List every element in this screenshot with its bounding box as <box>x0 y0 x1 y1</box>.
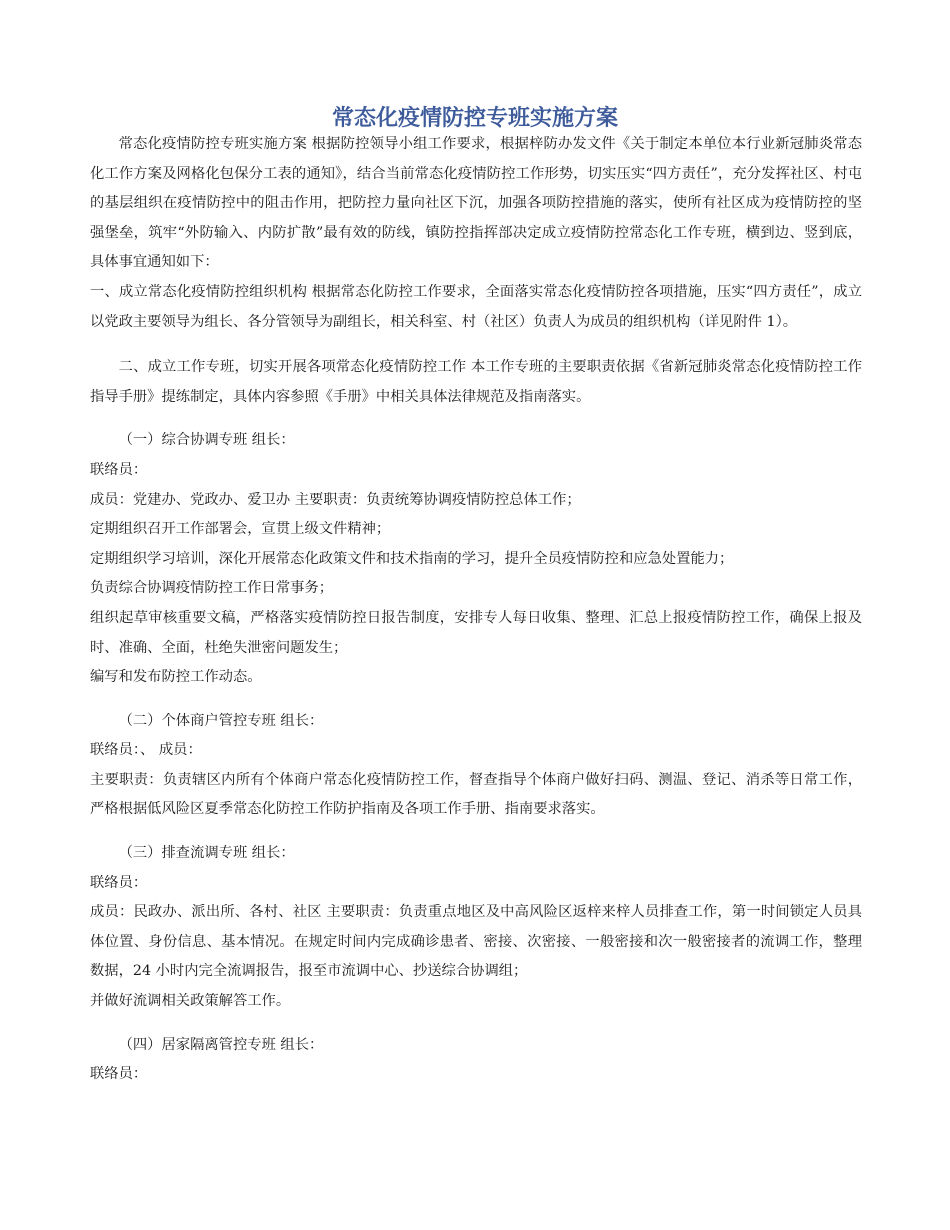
subsection-heading-3: （三）排查流调专班 组长： <box>118 845 295 862</box>
liaison-line: 联络员：、 成员： <box>90 742 202 759</box>
members-line: 成员：民政办、派出所、各村、社区 主要职责：负责重点地区及中高风险区返梓来梓人员排查工作，第一时间锁定人员具体位置、身份信息、基本情况。在规定时间内完成确诊患者、密接、次密接、一般密接和次一般密接者的流调工作，整理数据，24 小时内完全流调报告，报至市流调中心、抄送综合协调组； <box>90 904 862 980</box>
duty-line: 编写和发布防控工作动态。 <box>90 669 262 686</box>
liaison-line: 联络员： <box>90 874 148 891</box>
duty-line: 定期组织学习培训，深化开展常态化政策文件和技术指南的学习，提升全员疫情防控和应急处置能力； <box>90 550 734 567</box>
members-line: 成员：党建办、党政办、爱卫办 主要职责：负责统筹协调疫情防控总体工作； <box>90 491 581 508</box>
section-one-paragraph: 一、成立常态化疫情防控组织机构 根据常态化防控工作要求，全面落实常态化疫情防控各项措施，压实“四方责任”，成立以党政主要领导为组长、各分管领导为副组长，相关科室、村（社区）负责人为成员的组织机构（详见附件 1）。 <box>90 283 862 330</box>
duty-line: 负责综合协调疫情防控工作日常事务； <box>90 580 334 597</box>
intro-paragraph: 常态化疫情防控专班实施方案 根据防控领导小组工作要求，根据梓防办发文件《关于制定本单位本行业新冠肺炎常态化工作方案及网格化包保分工表的通知》，结合当前常态化疫情防控工作形势，切实压实“四方责任”，充分发挥社区、村屯的基层组织在疫情防控中的阻击作用，把防控力量向社区下沉，加强各项防控措施的落实，使所有社区成为疫情防控的坚强堡垒，筑牢“外防输入、内防扩散”最有效的防线，镇防控指挥部决定成立疫情防控常态化工作专班，横到边、竖到底，具体事宜通知如下： <box>90 136 862 271</box>
document-title: 常态化疫情防控专班实施方案 <box>331 106 618 131</box>
section-two-paragraph: 二、成立工作专班，切实开展各项常态化疫情防控工作 本工作专班的主要职责依据《省新冠肺炎常态化疫情防控工作指导手册》提练制定，具体内容参照《手册》中相关具体法律规范及指南落实。 <box>90 359 862 405</box>
subsection-heading-2: （二）个体商户管控专班 组长： <box>118 712 324 729</box>
liaison-line: 联络员： <box>90 1066 148 1083</box>
subsection-heading-1: （一）综合协调专班 组长： <box>118 432 295 449</box>
document-body <box>90 130 862 1090</box>
duty-line: 组织起草审核重要文稿，严格落实疫情防控日报告制度，安排专人每日收集、整理、汇总上报疫情防控工作，确保上报及时、准确、全面，杜绝失泄密问题发生； <box>90 609 862 656</box>
liaison-line: 联络员： <box>90 461 148 478</box>
duty-line: 主要职责：负责辖区内所有个体商户常态化疫情防控工作，督查指导个体商户做好扫码、测温、登记、消杀等日常工作，严格根据低风险区夏季常态化防控工作防护指南及各项工作手册、指南要求落实。 <box>90 771 862 818</box>
subsection-heading-4: （四）居家隔离管控专班 组长： <box>118 1036 324 1053</box>
duty-line: 并做好流调相关政策解答工作。 <box>90 993 291 1010</box>
duty-line: 定期组织召开工作部署会，宣贯上级文件精神； <box>90 521 391 538</box>
